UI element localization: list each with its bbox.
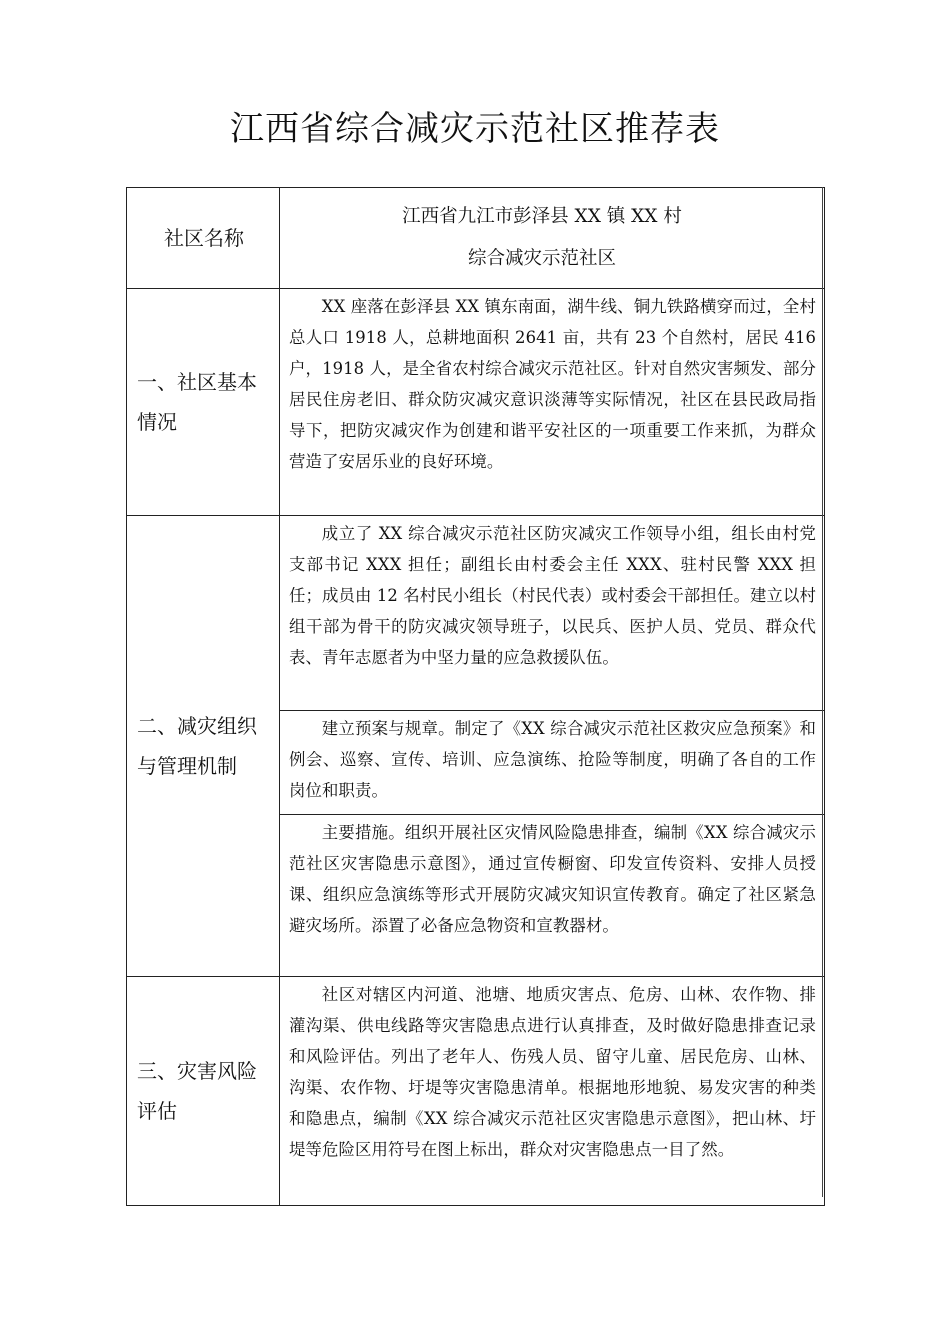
section-2-label: 二、减灾组织与管理机制 xyxy=(127,516,280,977)
document-title: 江西省综合减灾示范社区推荐表 xyxy=(230,109,720,149)
community-name-line1: 江西省九江市彭泽县 XX 镇 XX 村 xyxy=(402,206,682,227)
section-1-content xyxy=(280,289,825,516)
section-3-label: 三、灾害风险评估 xyxy=(127,977,280,1206)
section-2-content-leadership xyxy=(280,516,825,711)
section-2-paragraph-measures: 主要措施。组织开展社区灾情风险隐患排查，编制《XX 综合减灾示范社区灾害隐患示意图》，通过宣传橱窗、印发宣传资料、安排人员授课、组织应急演练等形式开展防灾减灾知识宣传教育。确定了社区紧急避灾场所。添置了必备应急物资和宣教器材。 xyxy=(289,823,816,935)
table-outer-border-line xyxy=(822,187,823,1197)
section-2-paragraph-plans: 建立预案与规章。制定了《XX 综合减灾示范社区救灾应急预案》和例会、巡察、宣传、培训、应急演练、抢险等制度，明确了各自的工作岗位和职责。 xyxy=(289,719,816,800)
row-basic-situation xyxy=(127,289,825,516)
row-risk-assessment xyxy=(127,977,825,1206)
section-3-content xyxy=(280,977,825,1206)
section-3-paragraph: 社区对辖区内河道、池塘、地质灾害点、危房、山林、农作物、排灌沟渠、供电线路等灾害隐患点进行认真排查，及时做好隐患排查记录和风险评估。列出了老年人、伤残人员、留守儿童、居民危房、山林、沟渠、农作物、圩堤等灾害隐患清单。根据地形地貌、易发灾害的种类和隐患点，编制《XX 综合减灾示范社区灾害隐患示意图》，把山林、圩堤等危险区用符号在图上标出，群众对灾害隐患点一目了然。 xyxy=(289,985,816,1159)
recommendation-form-table xyxy=(126,187,825,1206)
section-2-paragraph-leadership: 成立了 XX 综合减灾示范社区防灾减灾工作领导小组，组长由村党支部书记 XXX 担任；副组长由村委会主任 XXX、驻村民警 XXX 担任；成员由 12 名村民小组长（村民代表）或村委会干部担任。建立以村组干部为骨干的防灾减灾领导班子，以民兵、医护人员、党员、群众代表、青年志愿者为中坚力量的应急救援队伍。 xyxy=(289,524,816,667)
section-2-content-plans xyxy=(280,711,825,815)
community-name-label: 社区名称 xyxy=(127,188,280,289)
community-name-value xyxy=(280,188,825,289)
section-1-paragraph: XX 座落在彭泽县 XX 镇东南面，湖牛线、铜九铁路横穿而过，全村总人口 1918 人，总耕地面积 2641 亩，共有 23 个自然村，居民 416 户，1918 人，是全省农村综合减灾示范社区。针对自然灾害频发、部分居民住房老旧、群众防灾减灾意识淡薄等实际情况，社区在县民政局指导下，把防灾减灾作为创建和谐平安社区的一项重要工作来抓，为群众营造了安居乐业的良好环境。 xyxy=(289,297,816,471)
row-community-name xyxy=(127,188,825,289)
section-1-label: 一、社区基本情况 xyxy=(127,289,280,516)
community-name-line2: 综合减灾示范社区 xyxy=(467,248,616,269)
section-2-content-measures xyxy=(280,815,825,977)
row-organization-a xyxy=(127,516,825,711)
